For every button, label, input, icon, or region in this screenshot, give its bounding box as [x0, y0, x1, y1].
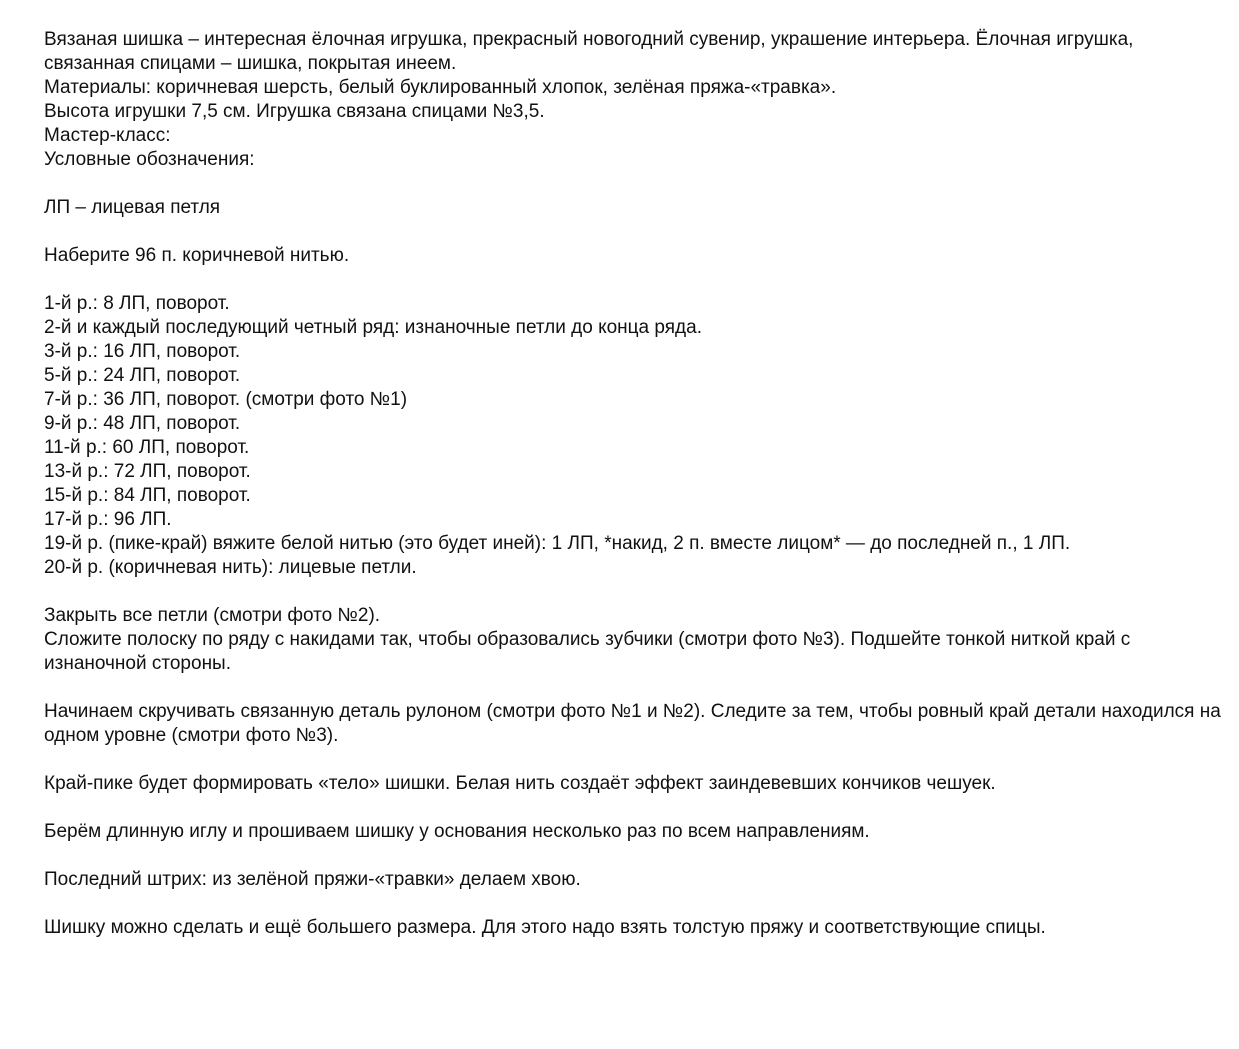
- spacer: [44, 172, 1224, 196]
- legend-heading: Условные обозначения:: [44, 149, 255, 170]
- row-instruction: 3-й р.: 16 ЛП, поворот.: [44, 341, 241, 362]
- spacer: [44, 892, 1224, 916]
- spacer: [44, 844, 1224, 868]
- picot-paragraph: Край-пике будет формировать «тело» шишки. Белая нить создаёт эффект заиндевевших кончиков чешуек.: [44, 773, 996, 794]
- row-instruction: 13-й р.: 72 ЛП, поворот.: [44, 461, 251, 482]
- spacer: [44, 268, 1224, 292]
- roll-paragraph: Начинаем скручивать связанную деталь рулоном (смотри фото №1 и №2). Следите за тем, чтобы ровный край детали находился на одном уровне (смотри фото №3).: [44, 701, 1227, 746]
- height-line: Высота игрушки 7,5 см. Игрушка связана спицами №3,5.: [44, 101, 545, 122]
- materials-line: Материалы: коричневая шерсть, белый буклированный хлопок, зелёная пряжа-«травка».: [44, 77, 837, 98]
- needles-paragraph: Последний штрих: из зелёной пряжи-«травки» делаем хвою.: [44, 869, 581, 890]
- sew-paragraph: Берём длинную иглу и прошиваем шишку у основания несколько раз по всем направлениям.: [44, 821, 870, 842]
- intro-description: Вязаная шишка – интересная ёлочная игрушка, прекрасный новогодний сувенир, украшение интерьера. Ёлочная игрушка, связанная спицами – шишка, покрытая инеем.: [44, 29, 1139, 74]
- row-instruction: 20-й р. (коричневая нить): лицевые петли.: [44, 557, 417, 578]
- master-class-heading: Мастер-класс:: [44, 125, 171, 146]
- row-instruction: 2-й и каждый последующий четный ряд: изнаночные петли до конца ряда.: [44, 317, 702, 338]
- close-stitches-line: Закрыть все петли (смотри фото №2).: [44, 605, 381, 626]
- spacer: [44, 748, 1224, 772]
- document-body: [44, 28, 1227, 940]
- spacer: [44, 676, 1224, 700]
- row-instruction: 9-й р.: 48 ЛП, поворот.: [44, 413, 241, 434]
- row-instruction: 17-й р.: 96 ЛП.: [44, 509, 172, 530]
- spacer: [44, 220, 1224, 244]
- fold-strip-paragraph: Сложите полоску по ряду с накидами так, чтобы образовались зубчики (смотри фото №3). Подшейте тонкой ниткой край с изнаночной стороны.: [44, 629, 1136, 674]
- bigger-size-paragraph: Шишку можно сделать и ещё большего размера. Для этого надо взять толстую пряжу и соответствующие спицы.: [44, 917, 1046, 938]
- spacer: [44, 796, 1224, 820]
- row-instruction: 19-й р. (пике-край) вяжите белой нитью (это будет иней): 1 ЛП, *накид, 2 п. вместе лицом* — до последней п., 1 ЛП.: [44, 533, 1071, 554]
- spacer: [44, 580, 1224, 604]
- row-instruction: 1-й р.: 8 ЛП, поворот.: [44, 293, 230, 314]
- row-instruction: 5-й р.: 24 ЛП, поворот.: [44, 365, 241, 386]
- row-instruction: 11-й р.: 60 ЛП, поворот.: [44, 437, 250, 458]
- cast-on-line: Наберите 96 п. коричневой нитью.: [44, 245, 350, 266]
- legend-lp: ЛП – лицевая петля: [44, 197, 221, 218]
- row-instruction: 7-й р.: 36 ЛП, поворот. (смотри фото №1): [44, 389, 408, 410]
- row-instruction: 15-й р.: 84 ЛП, поворот.: [44, 485, 251, 506]
